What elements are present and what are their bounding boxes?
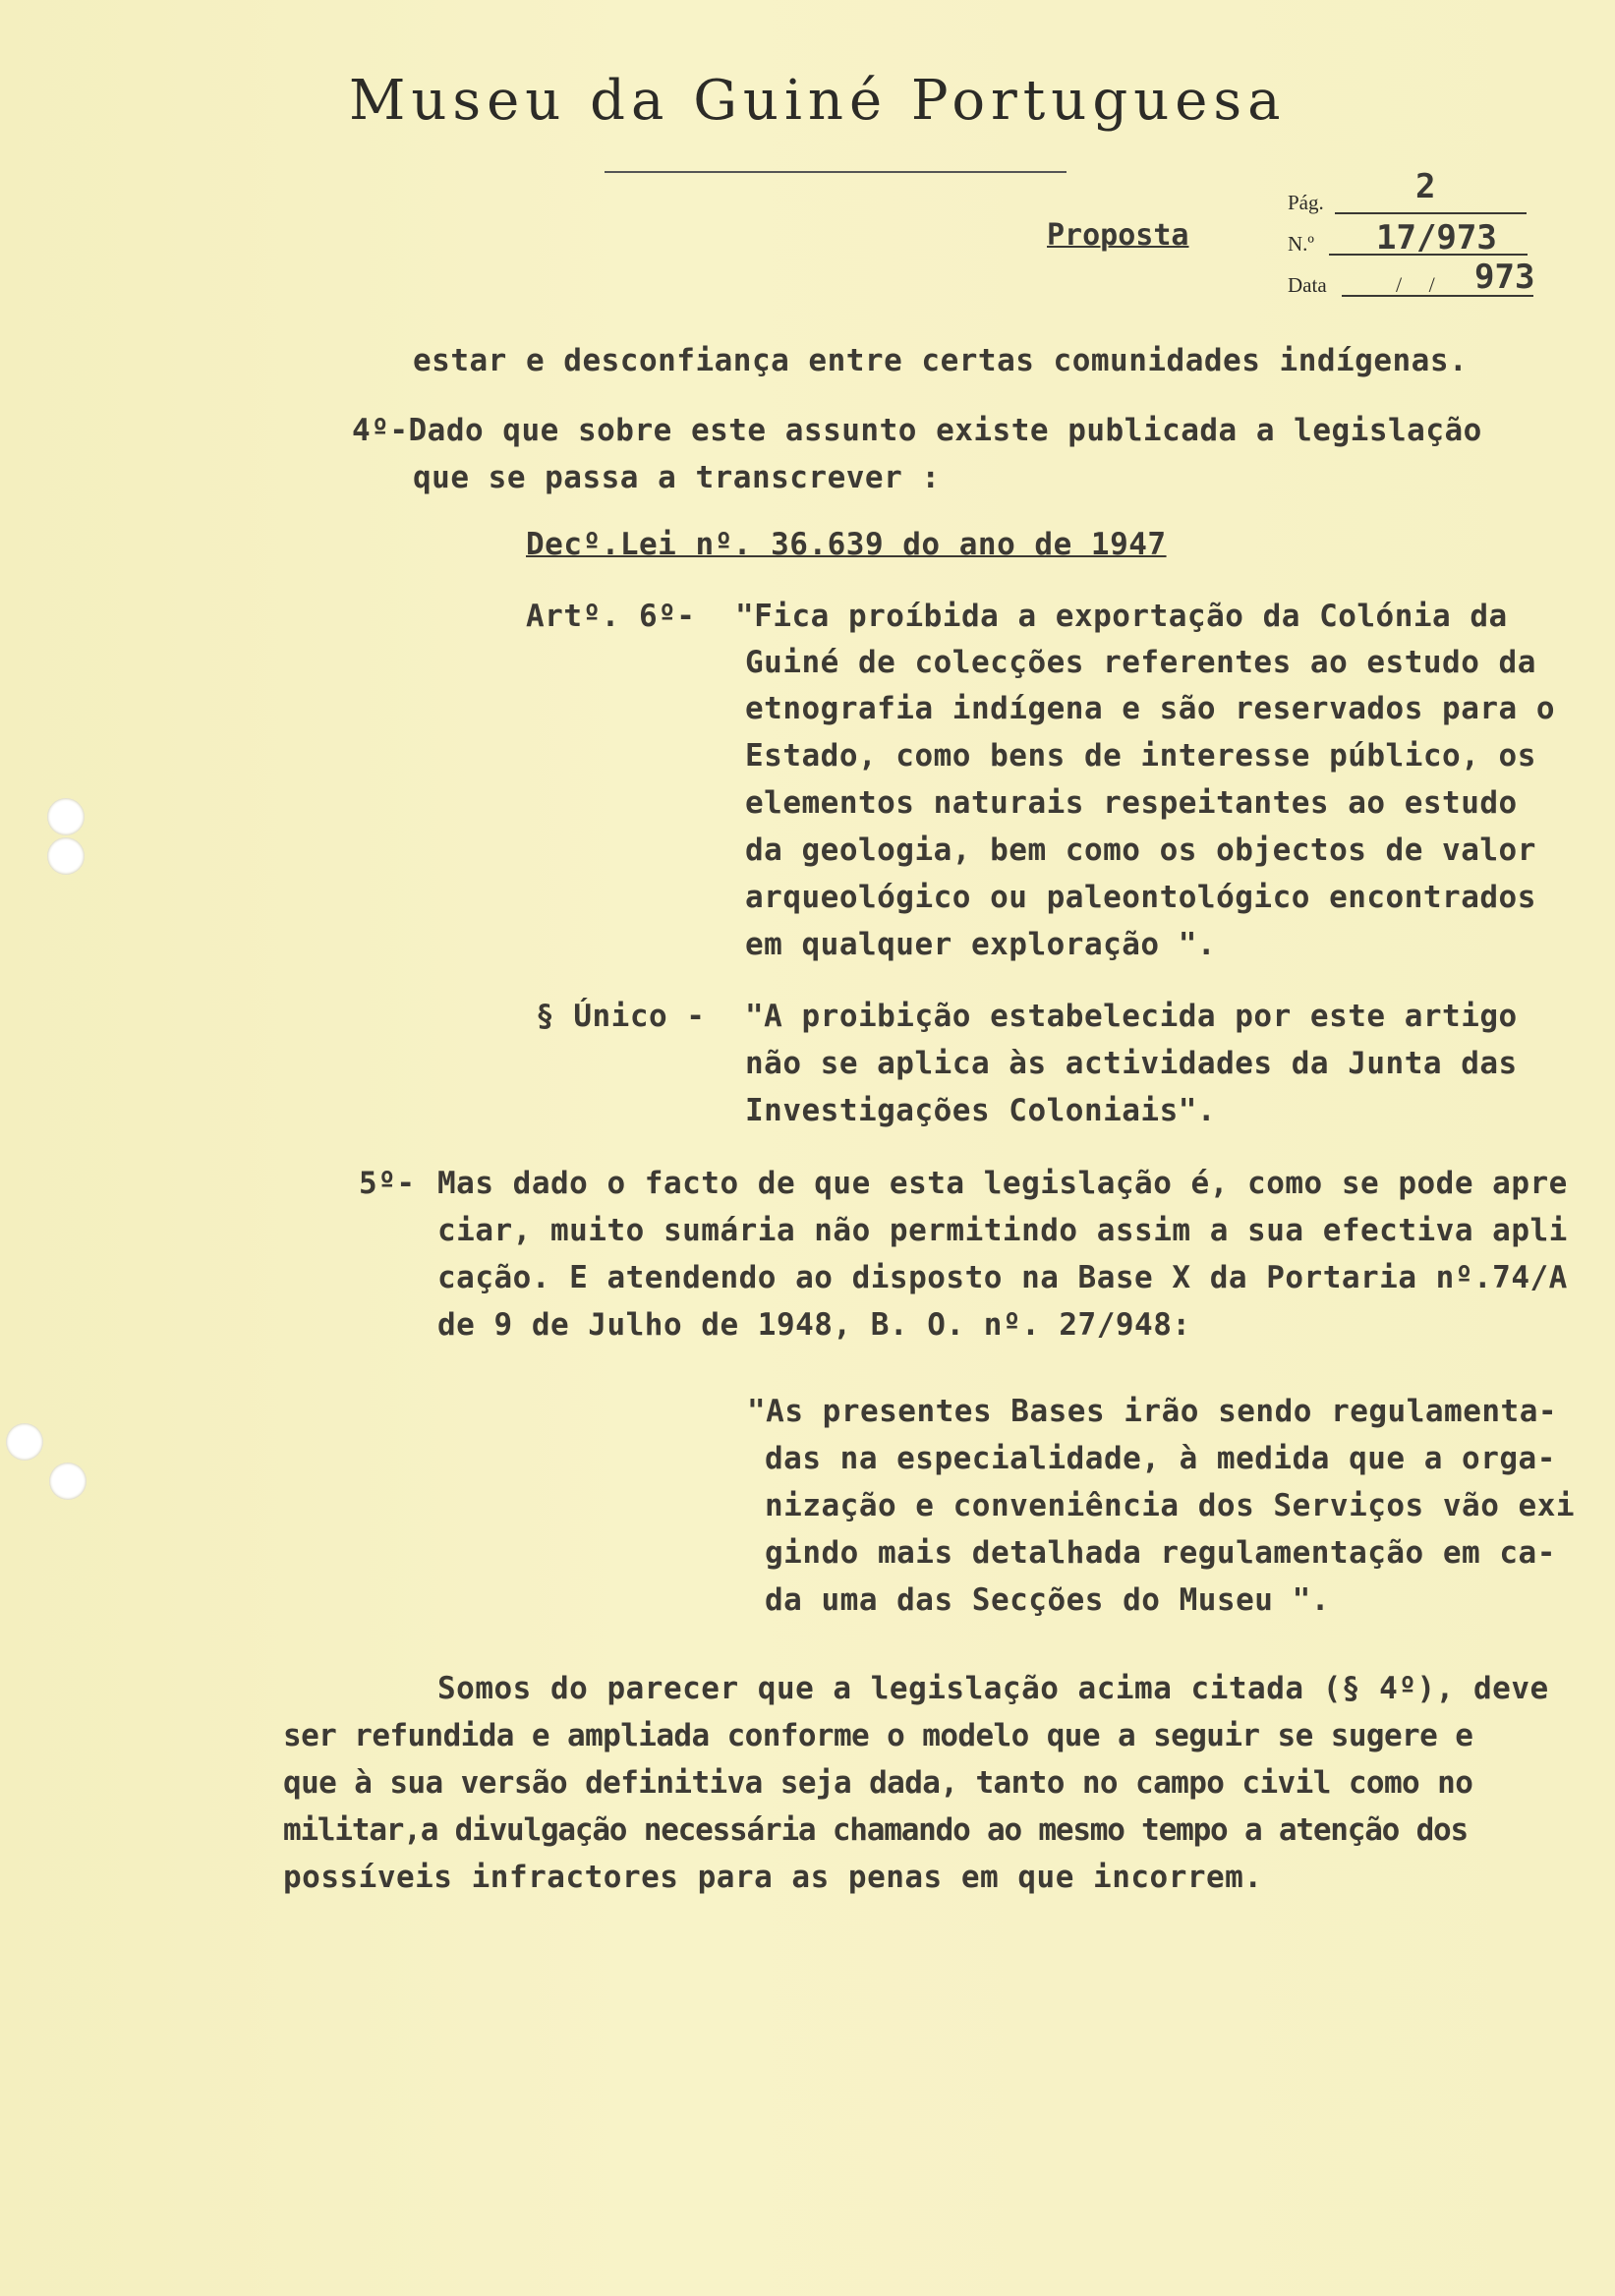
conclusion-line: Somos do parecer que a legislação acima citada (§ 4º), deve: [437, 1671, 1549, 1706]
article-line: Estado, como bens de interesse público, os: [745, 738, 1536, 774]
item-5-line: de 9 de Julho de 1948, B. O. nº. 27/948:: [437, 1307, 1191, 1343]
article-line: "Fica proíbida a exportação da Colónia da: [735, 599, 1508, 634]
page-number: 2: [1415, 167, 1436, 206]
article-line: em qualquer exploração ".: [745, 927, 1217, 962]
punch-hole-bottom-2: [49, 1463, 87, 1500]
item-5-line: Mas dado o facto de que esta legislação é, como se pode apre: [437, 1166, 1568, 1201]
article-line: arqueológico ou paleontológico encontrados: [745, 880, 1536, 915]
unico-line: "A proibição estabelecida por este artigo: [745, 999, 1518, 1034]
number-label: N.º: [1288, 232, 1314, 256]
quote-line: da uma das Secções do Museu ".: [765, 1582, 1330, 1618]
punch-hole-top: [47, 798, 85, 835]
letterhead-title: Museu da Guiné Portuguesa: [349, 69, 1287, 133]
item-5-line: cação. E atendendo ao disposto na Base X da Portaria nº.74/A: [437, 1260, 1568, 1295]
letterhead-rule: [605, 171, 1067, 173]
paragraph-continuation: estar e desconfiança entre certas comunidades indígenas.: [413, 343, 1469, 378]
page-label: Pág.: [1288, 191, 1324, 214]
quote-line: "As presentes Bases irão sendo regulamenta-: [747, 1394, 1558, 1429]
item-4-line-2: que se passa a transcrever :: [413, 460, 941, 495]
date-label: Data: [1288, 273, 1327, 297]
item-5-label: 5º-: [359, 1166, 416, 1201]
article-line: etnografia indígena e são reservados para o: [745, 691, 1556, 726]
punch-hole-bottom: [6, 1423, 43, 1461]
conclusion-line: ser refundida e ampliada conforme o modelo que a seguir se sugere e: [283, 1718, 1473, 1753]
article-line: elementos naturais respeitantes ao estudo: [745, 785, 1518, 821]
conclusion-line: militar,a divulgação necessária chamando ao mesmo tempo a atenção dos: [283, 1812, 1468, 1848]
quote-line: das na especialidade, à medida que a orga-: [765, 1441, 1556, 1476]
item-4-line-1: 4º-Dado que sobre este assunto existe publicada a legislação: [352, 413, 1482, 448]
decree-title: Decº.Lei nº. 36.639 do ano de 1947: [526, 527, 1167, 562]
quote-line: nização e conveniência dos Serviços vão exi: [765, 1488, 1576, 1523]
date-year: 973: [1474, 258, 1535, 297]
unico-label: § Único -: [536, 999, 706, 1034]
date-slashes: / /: [1396, 272, 1435, 297]
unico-line: Investigações Coloniais".: [745, 1093, 1217, 1128]
conclusion-line: que à sua versão definitiva seja dada, tanto no campo civil como no: [283, 1765, 1473, 1801]
quote-line: gindo mais detalhada regulamentação em ca-: [765, 1535, 1556, 1571]
doc-type: Proposta: [1047, 218, 1189, 253]
article-line: da geologia, bem como os objectos de valor: [745, 832, 1536, 868]
article-line: Guiné de colecções referentes ao estudo da: [745, 645, 1536, 680]
unico-line: não se aplica às actividades da Junta das: [745, 1046, 1518, 1081]
page-line: [1335, 212, 1527, 214]
conclusion-line: possíveis infractores para as penas em que incorrem.: [283, 1860, 1263, 1895]
article-label: Artº. 6º-: [526, 599, 696, 634]
punch-hole-top-2: [47, 837, 85, 875]
document-number: 17/973: [1376, 218, 1497, 258]
item-5-line: ciar, muito sumária não permitindo assim a sua efectiva apli: [437, 1213, 1568, 1248]
